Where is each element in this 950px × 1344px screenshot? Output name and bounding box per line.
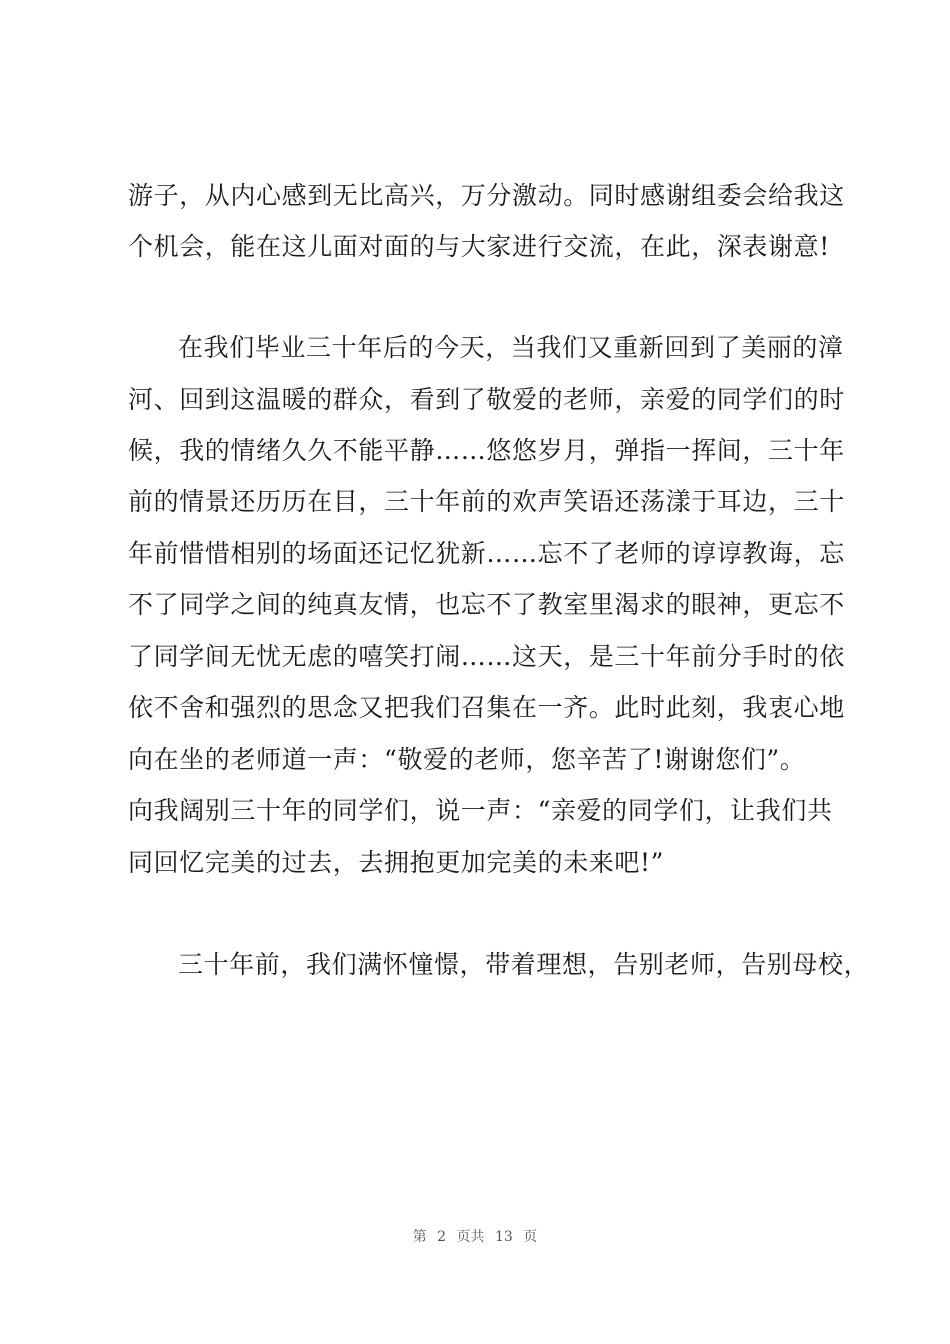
text-line: 河、回到这温暖的群众，看到了敬爱的老师，亲爱的同学们的时 [128, 385, 845, 414]
text-line: 依不舍和强烈的思念又把我们召集在一齐。此时此刻，我衷心地 [128, 693, 845, 722]
text-line: 前的情景还历历在目，三十年前的欢声笑语还荡漾于耳边，三十 [128, 487, 845, 516]
page-number-footer: 第 2 页共 13 页 [412, 1229, 538, 1245]
text-line: 了同学间无忧无虑的嘻笑打闹……这天，是三十年前分手时的依 [128, 642, 845, 671]
text-line: 向在坐的老师道一声：“敬爱的老师，您辛苦了!谢谢您们”。 [128, 745, 806, 774]
paragraph-start-line: 三十年前，我们满怀憧憬，带着理想，告别老师，告别母校， [178, 950, 870, 979]
text-line: 年前惜惜相别的场面还记忆犹新……忘不了老师的谆谆教诲，忘 [128, 539, 845, 568]
text-line: 游子，从内心感到无比高兴，万分激动。同时感谢组委会给我这 [128, 181, 845, 210]
text-line: 不了同学之间的纯真友情，也忘不了教室里渴求的眼神，更忘不 [128, 590, 845, 619]
text-line: 同回忆完美的过去，去拥抱更加完美的未来吧!” [128, 848, 665, 877]
paragraph-start-line: 在我们毕业三十年后的今天，当我们又重新回到了美丽的漳 [178, 333, 844, 362]
text-line: 个机会，能在这儿面对面的与大家进行交流，在此，深表谢意! [128, 232, 830, 261]
text-line: 向我阔别三十年的同学们，说一声：“亲爱的同学们，让我们共 [128, 796, 833, 825]
text-line: 候，我的情绪久久不能平静……悠悠岁月，弹指一挥间，三十年 [128, 436, 845, 465]
